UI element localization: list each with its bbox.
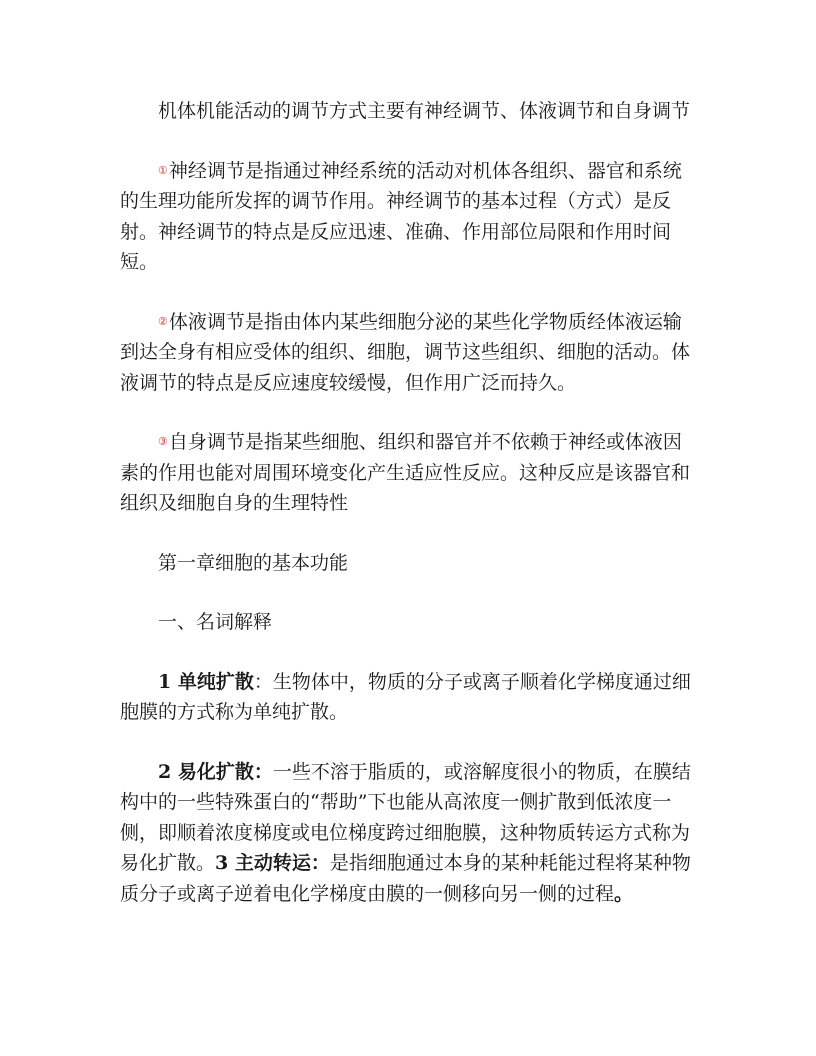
term-colon: ： [253,670,273,693]
circled-number-3-icon: ③ [158,435,168,448]
circled-number-2-icon: ② [158,314,168,328]
paragraph-text: 机体机能活动的调节方式主要有神经调节、体液调节和自身调节 [158,100,691,122]
paragraph-text: 神经调节是指通过神经系统的活动对机体各组织、器官和系统的生理功能所发挥的调节作用。神经调节的基本过程（方式）是反射。神经调节的特点是反应迅速、准确、作用部位局限和作用时间短。 [120,159,682,273]
term-facilitated-diffusion [120,757,700,910]
term-definition: 生物体中，物质的分子或离子顺着化学梯度通过细胞膜的方式称为单纯扩散。 [120,670,691,723]
term-definition-active-transport: 是指细胞通过本身的某种耗能过程将某种物质分子或离子逆着电化学梯度由膜的一侧移向另一侧的过程 [120,852,691,905]
paragraph-autoregulation [120,427,700,519]
term-label-active-transport: 3 主动转运： [215,852,330,874]
term-label: 1 单纯扩散 [158,670,254,693]
paragraph-text: 体液调节是指由体内某些细胞分泌的某些化学物质经体液运输到达全身有相应受体的组织、细胞，调节这些组织、细胞的活动。体液调节的特点是反应速度较缓慢，但作用广泛而持久。 [120,310,691,394]
document-page [120,96,700,938]
paragraph-text: 自身调节是指某些细胞、组织和器官并不依赖于神经或体液因素的作用也能对周围环境变化产生适应性反应。这种反应是该器官和组织及细胞自身的生理特性 [120,431,691,514]
term-end-mark: 。 [614,882,634,905]
paragraph-neural-regulation [120,156,700,278]
term-label: 2 易化扩散： [158,760,273,783]
paragraph-regulation-intro [120,96,700,127]
section-heading [120,607,700,638]
section-title: 一、名词解释 [158,611,273,633]
term-definition: 一些不溶于脂质的，或溶解度很小的物质，在膜结构中的一些特殊蛋白的“帮助”下也能从高浓度一侧扩散到低浓度一侧，即顺着浓度梯度或电位梯度跨过细胞膜，这种物质转运方式称为易化扩散。 [120,760,691,874]
chapter-title: 第一章细胞的基本功能 [158,551,349,574]
paragraph-humoral-regulation [120,307,700,399]
chapter-heading [120,548,700,579]
term-simple-diffusion [120,667,700,728]
circled-number-1-icon: ① [158,163,168,177]
